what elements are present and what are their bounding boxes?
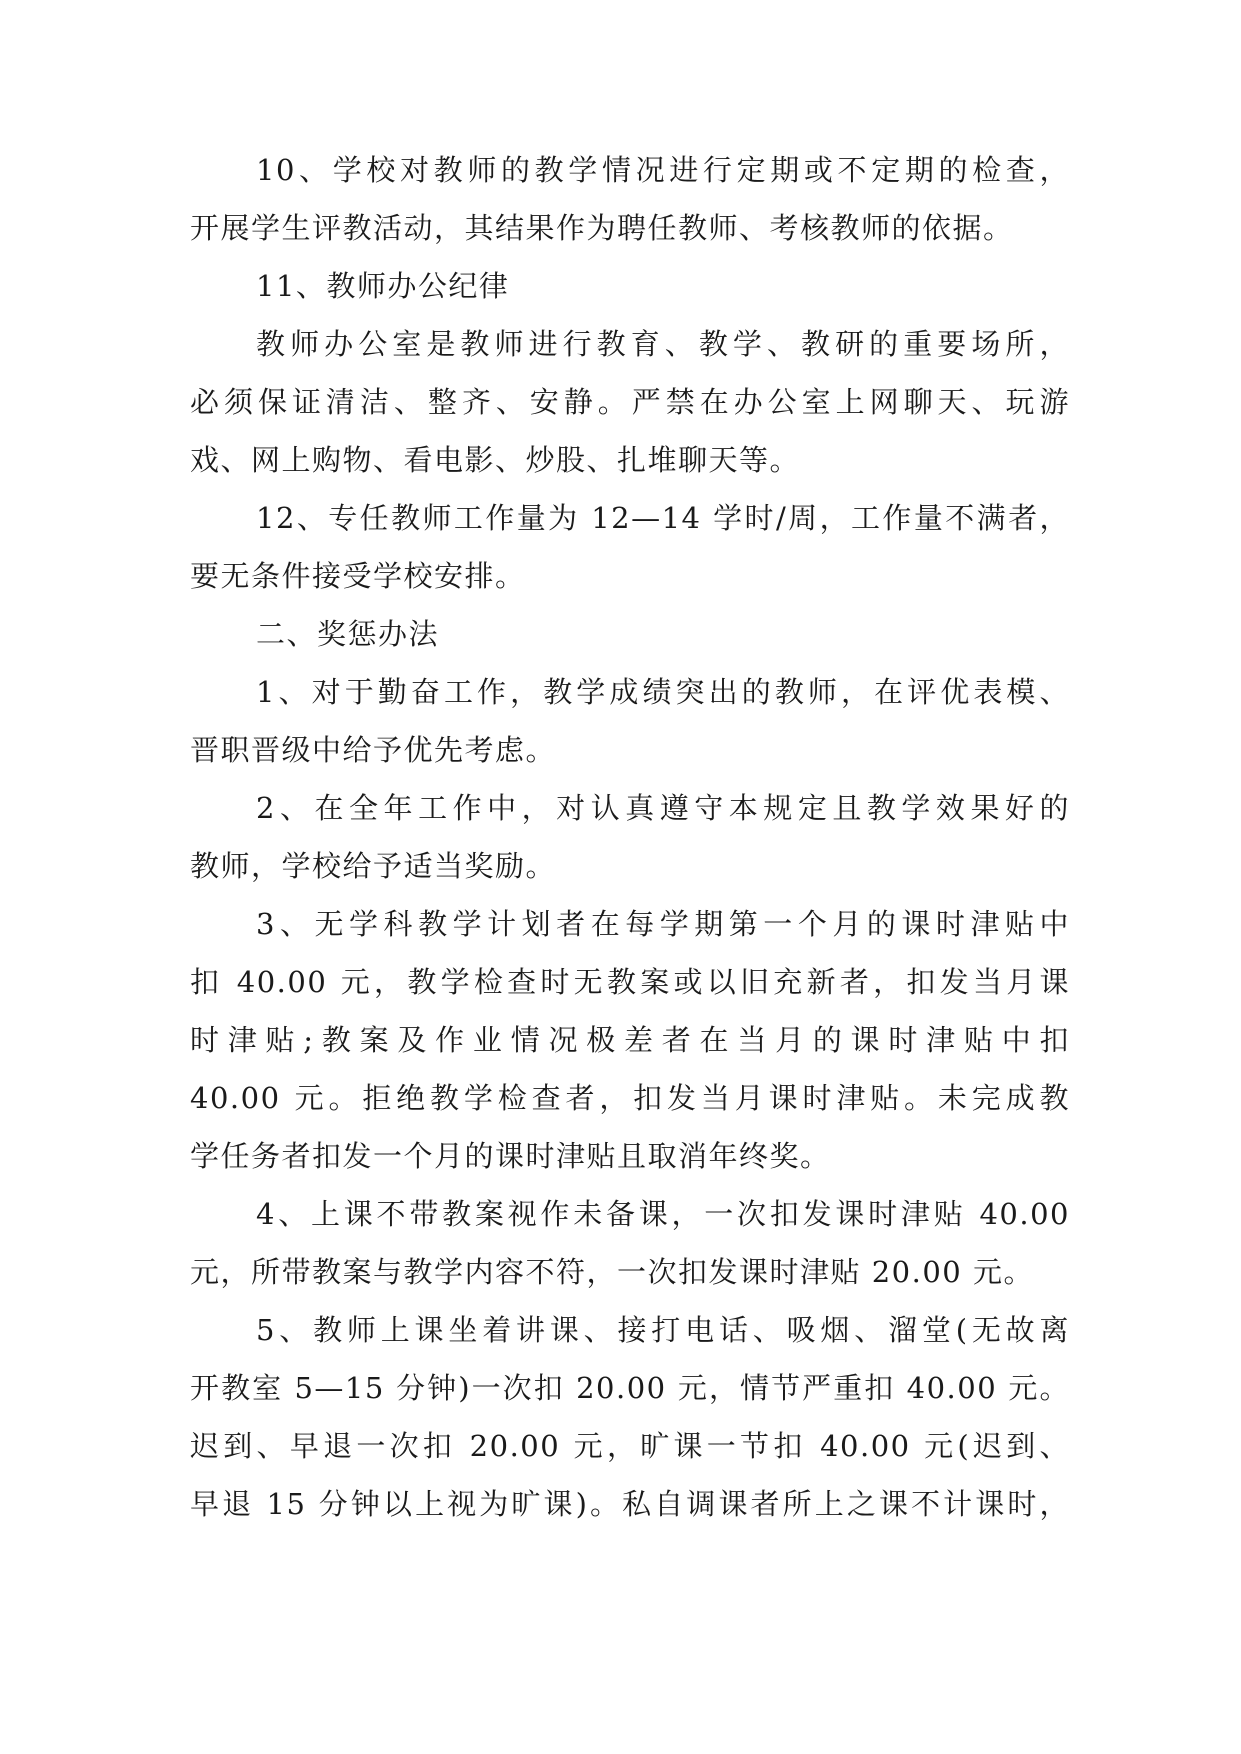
text-line: 学任务者扣发一个月的课时津贴且取消年终奖。 (190, 1139, 831, 1173)
text-line: 要无条件接受学校安排。 (190, 559, 526, 593)
text-line: 晋职晋级中给予优先考虑。 (190, 733, 557, 767)
text-line: 必须保证清洁、整齐、安静。严禁在办公室上网聊天、玩游 (190, 385, 1070, 419)
text-line: 40.00 元。拒绝教学检查者，扣发当月课时津贴。未完成教 (190, 1081, 1070, 1115)
text-line: 开教室 5—15 分钟)一次扣 20.00 元，情节严重扣 40.00 元。 (190, 1371, 1070, 1405)
text-line: 4、上课不带教案视作未备课，一次扣发课时津贴 40.00 (256, 1197, 1070, 1231)
text-line: 戏、网上购物、看电影、炒股、扎堆聊天等。 (190, 443, 801, 477)
text-line: 5、教师上课坐着讲课、接打电话、吸烟、溜堂(无故离 (256, 1313, 1070, 1347)
text-line: 二、奖惩办法 (256, 617, 440, 651)
text-line: 2、在全年工作中，对认真遵守本规定且教学效果好的 (256, 791, 1070, 825)
text-line: 迟到、早退一次扣 20.00 元，旷课一节扣 40.00 元(迟到、 (190, 1429, 1070, 1463)
text-line: 教师，学校给予适当奖励。 (190, 849, 557, 883)
text-line: 1、对于勤奋工作，教学成绩突出的教师，在评优表模、 (256, 675, 1070, 709)
text-line: 扣 40.00 元，教学检查时无教案或以旧充新者，扣发当月课 (190, 965, 1070, 999)
text-line: 早退 15 分钟以上视为旷课)。私自调课者所上之课不计课时， (190, 1487, 1070, 1521)
text-line: 元，所带教案与教学内容不符，一次扣发课时津贴 20.00 元。 (190, 1255, 1034, 1289)
text-line: 教师办公室是教师进行教育、教学、教研的重要场所， (256, 327, 1070, 361)
text-line: 开展学生评教活动，其结果作为聘任教师、考核教师的依据。 (190, 211, 1014, 245)
text-line: 时津贴;教案及作业情况极差者在当月的课时津贴中扣 (190, 1023, 1070, 1057)
text-line: 12、专任教师工作量为 12—14 学时/周，工作量不满者， (256, 501, 1070, 535)
text-line: 10、学校对教师的教学情况进行定期或不定期的检查， (256, 153, 1070, 187)
text-line: 11、教师办公纪律 (256, 269, 510, 303)
text-line: 3、无学科教学计划者在每学期第一个月的课时津贴中 (256, 907, 1070, 941)
